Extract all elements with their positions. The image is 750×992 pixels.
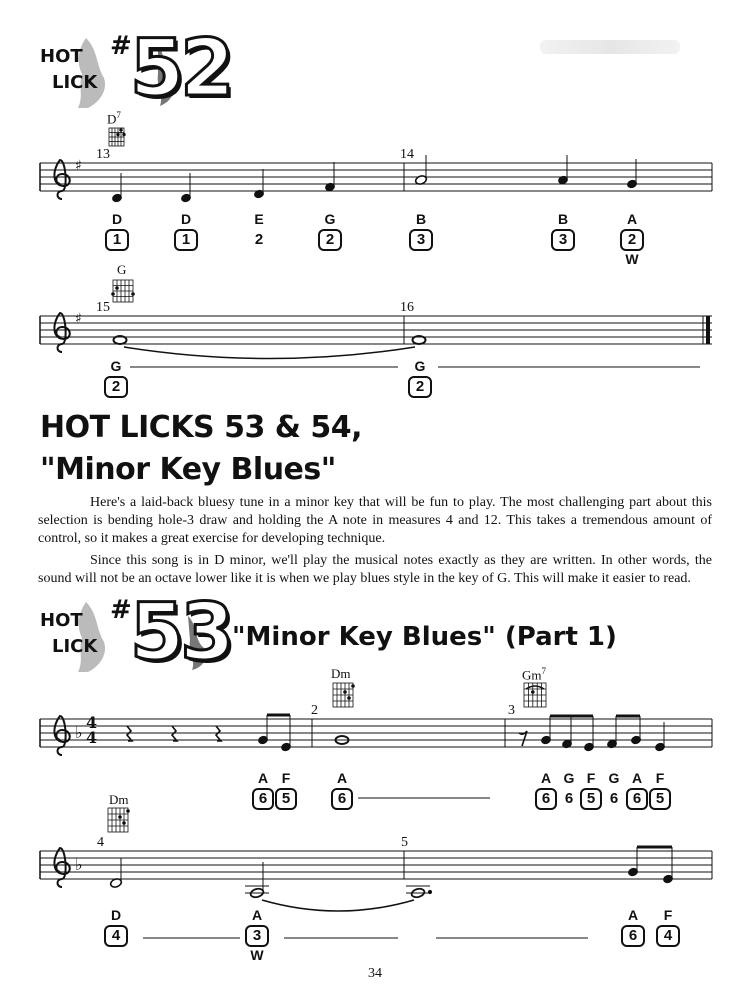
measure-number-13: 13 — [96, 147, 110, 162]
lick-number: 52 — [130, 24, 231, 114]
note-letter: A — [627, 907, 639, 923]
hot-word: HOT — [40, 46, 83, 67]
note-letter: G — [324, 211, 336, 227]
staff-1 — [40, 163, 712, 191]
draw-hole-number: 3 — [551, 229, 575, 251]
lick-number: 53 — [130, 588, 231, 678]
staff-1-notes — [112, 155, 638, 203]
staff-2-notes — [114, 336, 426, 359]
time-signature-bottom: 4 — [86, 728, 98, 747]
note-letter: D — [180, 211, 192, 227]
note-letter: A — [631, 770, 643, 786]
chord-name-dm-2: Dm — [109, 792, 129, 807]
draw-hole-number: 5 — [580, 788, 602, 810]
bend-marker-w: W — [250, 947, 264, 963]
note-letter: D — [111, 211, 123, 227]
measure-number-16: 16 — [400, 300, 414, 315]
note-letter: G — [110, 358, 122, 374]
time-signature-top: 4 — [86, 713, 98, 732]
note-letter: G — [563, 770, 575, 786]
hot-word: HOT — [40, 610, 83, 631]
measure-number-3: 3 — [508, 703, 515, 718]
note-letter: A — [257, 770, 269, 786]
page-number: 34 — [368, 966, 382, 981]
measure-number-15: 15 — [96, 300, 110, 315]
lick-word: LICK — [52, 636, 98, 657]
draw-hole-number: 3 — [245, 925, 269, 947]
draw-hole-number: 2 — [318, 229, 342, 251]
draw-hole-number: 6 — [252, 788, 274, 810]
note-letter: F — [663, 907, 673, 923]
measure-number-4: 4 — [97, 835, 104, 850]
note-letter: E — [254, 211, 264, 227]
chord-name-d7: $D^7$ — [107, 110, 121, 127]
lick-53-title: "Minor Key Blues" (Part 1) — [232, 622, 617, 652]
draw-hole-number: 1 — [105, 229, 129, 251]
draw-hole-number: 6 — [621, 925, 645, 947]
hot-lick-53-logo — [38, 588, 231, 678]
note-letter: F — [586, 770, 596, 786]
note-letter: D — [110, 907, 122, 923]
measure-number-5: 5 — [401, 835, 408, 850]
draw-hole-number: 5 — [649, 788, 671, 810]
draw-hole-number: 1 — [174, 229, 198, 251]
chord-name-g: G — [117, 262, 127, 277]
staff-2 — [40, 316, 712, 344]
blow-hole-number: 6 — [609, 790, 619, 807]
svg-text:♯: ♯ — [75, 158, 82, 174]
note-letter: B — [557, 211, 569, 227]
bend-marker-w: W — [625, 251, 639, 267]
blow-hole-number: 6 — [564, 790, 574, 807]
staff-4 — [40, 851, 712, 879]
draw-hole-number: 5 — [275, 788, 297, 810]
section-headline-line-2: "Minor Key Blues" — [40, 452, 336, 487]
draw-hole-number: 4 — [104, 925, 128, 947]
note-letter: A — [626, 211, 638, 227]
chord-name-dm: Dm — [331, 666, 351, 681]
draw-hole-number: 6 — [331, 788, 353, 810]
draw-hole-number: 2 — [620, 229, 644, 251]
draw-hole-number: 6 — [626, 788, 648, 810]
note-letter: A — [336, 770, 348, 786]
note-letter: F — [281, 770, 291, 786]
intro-paragraph-1: Here's a laid-back bluesy tune in a minor key that will be fun to play. The most challenging part about this selection is bending hole-3 draw and holding the A note in measures 4 and 12. This takes a tremendous amount of control, so it makes a great exercise for developing technique. — [38, 495, 712, 546]
note-letter: A — [251, 907, 263, 923]
sharp-key-signature-icon — [75, 158, 82, 327]
measure-number-14: 14 — [400, 147, 414, 162]
section-headline-line-1: HOT LICKS 53 & 54, — [40, 410, 363, 445]
svg-text:♭: ♭ — [75, 855, 83, 874]
intro-paragraph-2: Since this song is in D minor, we'll play the musical notes exactly as they are written. In other words, the sound will not be an octave lower like it is when we play blues style in the key of G. This will make it easier to read. — [38, 553, 712, 586]
draw-hole-number: 2 — [104, 376, 128, 398]
note-letter: F — [655, 770, 665, 786]
note-letter: B — [415, 211, 427, 227]
lick-word: LICK — [52, 72, 98, 93]
hash-sign: # — [110, 595, 132, 625]
svg-text:♯: ♯ — [75, 311, 82, 327]
draw-hole-number: 2 — [408, 376, 432, 398]
hash-sign: # — [110, 31, 132, 61]
note-letter: G — [608, 770, 620, 786]
draw-hole-number: 3 — [409, 229, 433, 251]
chord-name-gm7: Gm$^7$ — [522, 666, 546, 683]
draw-hole-number: 6 — [535, 788, 557, 810]
measure-number-2: 2 — [311, 703, 318, 718]
blow-hole-number: 2 — [254, 231, 264, 248]
svg-text:♭: ♭ — [75, 723, 83, 742]
note-letter: G — [414, 358, 426, 374]
note-letter: A — [540, 770, 552, 786]
draw-hole-number: 4 — [656, 925, 680, 947]
